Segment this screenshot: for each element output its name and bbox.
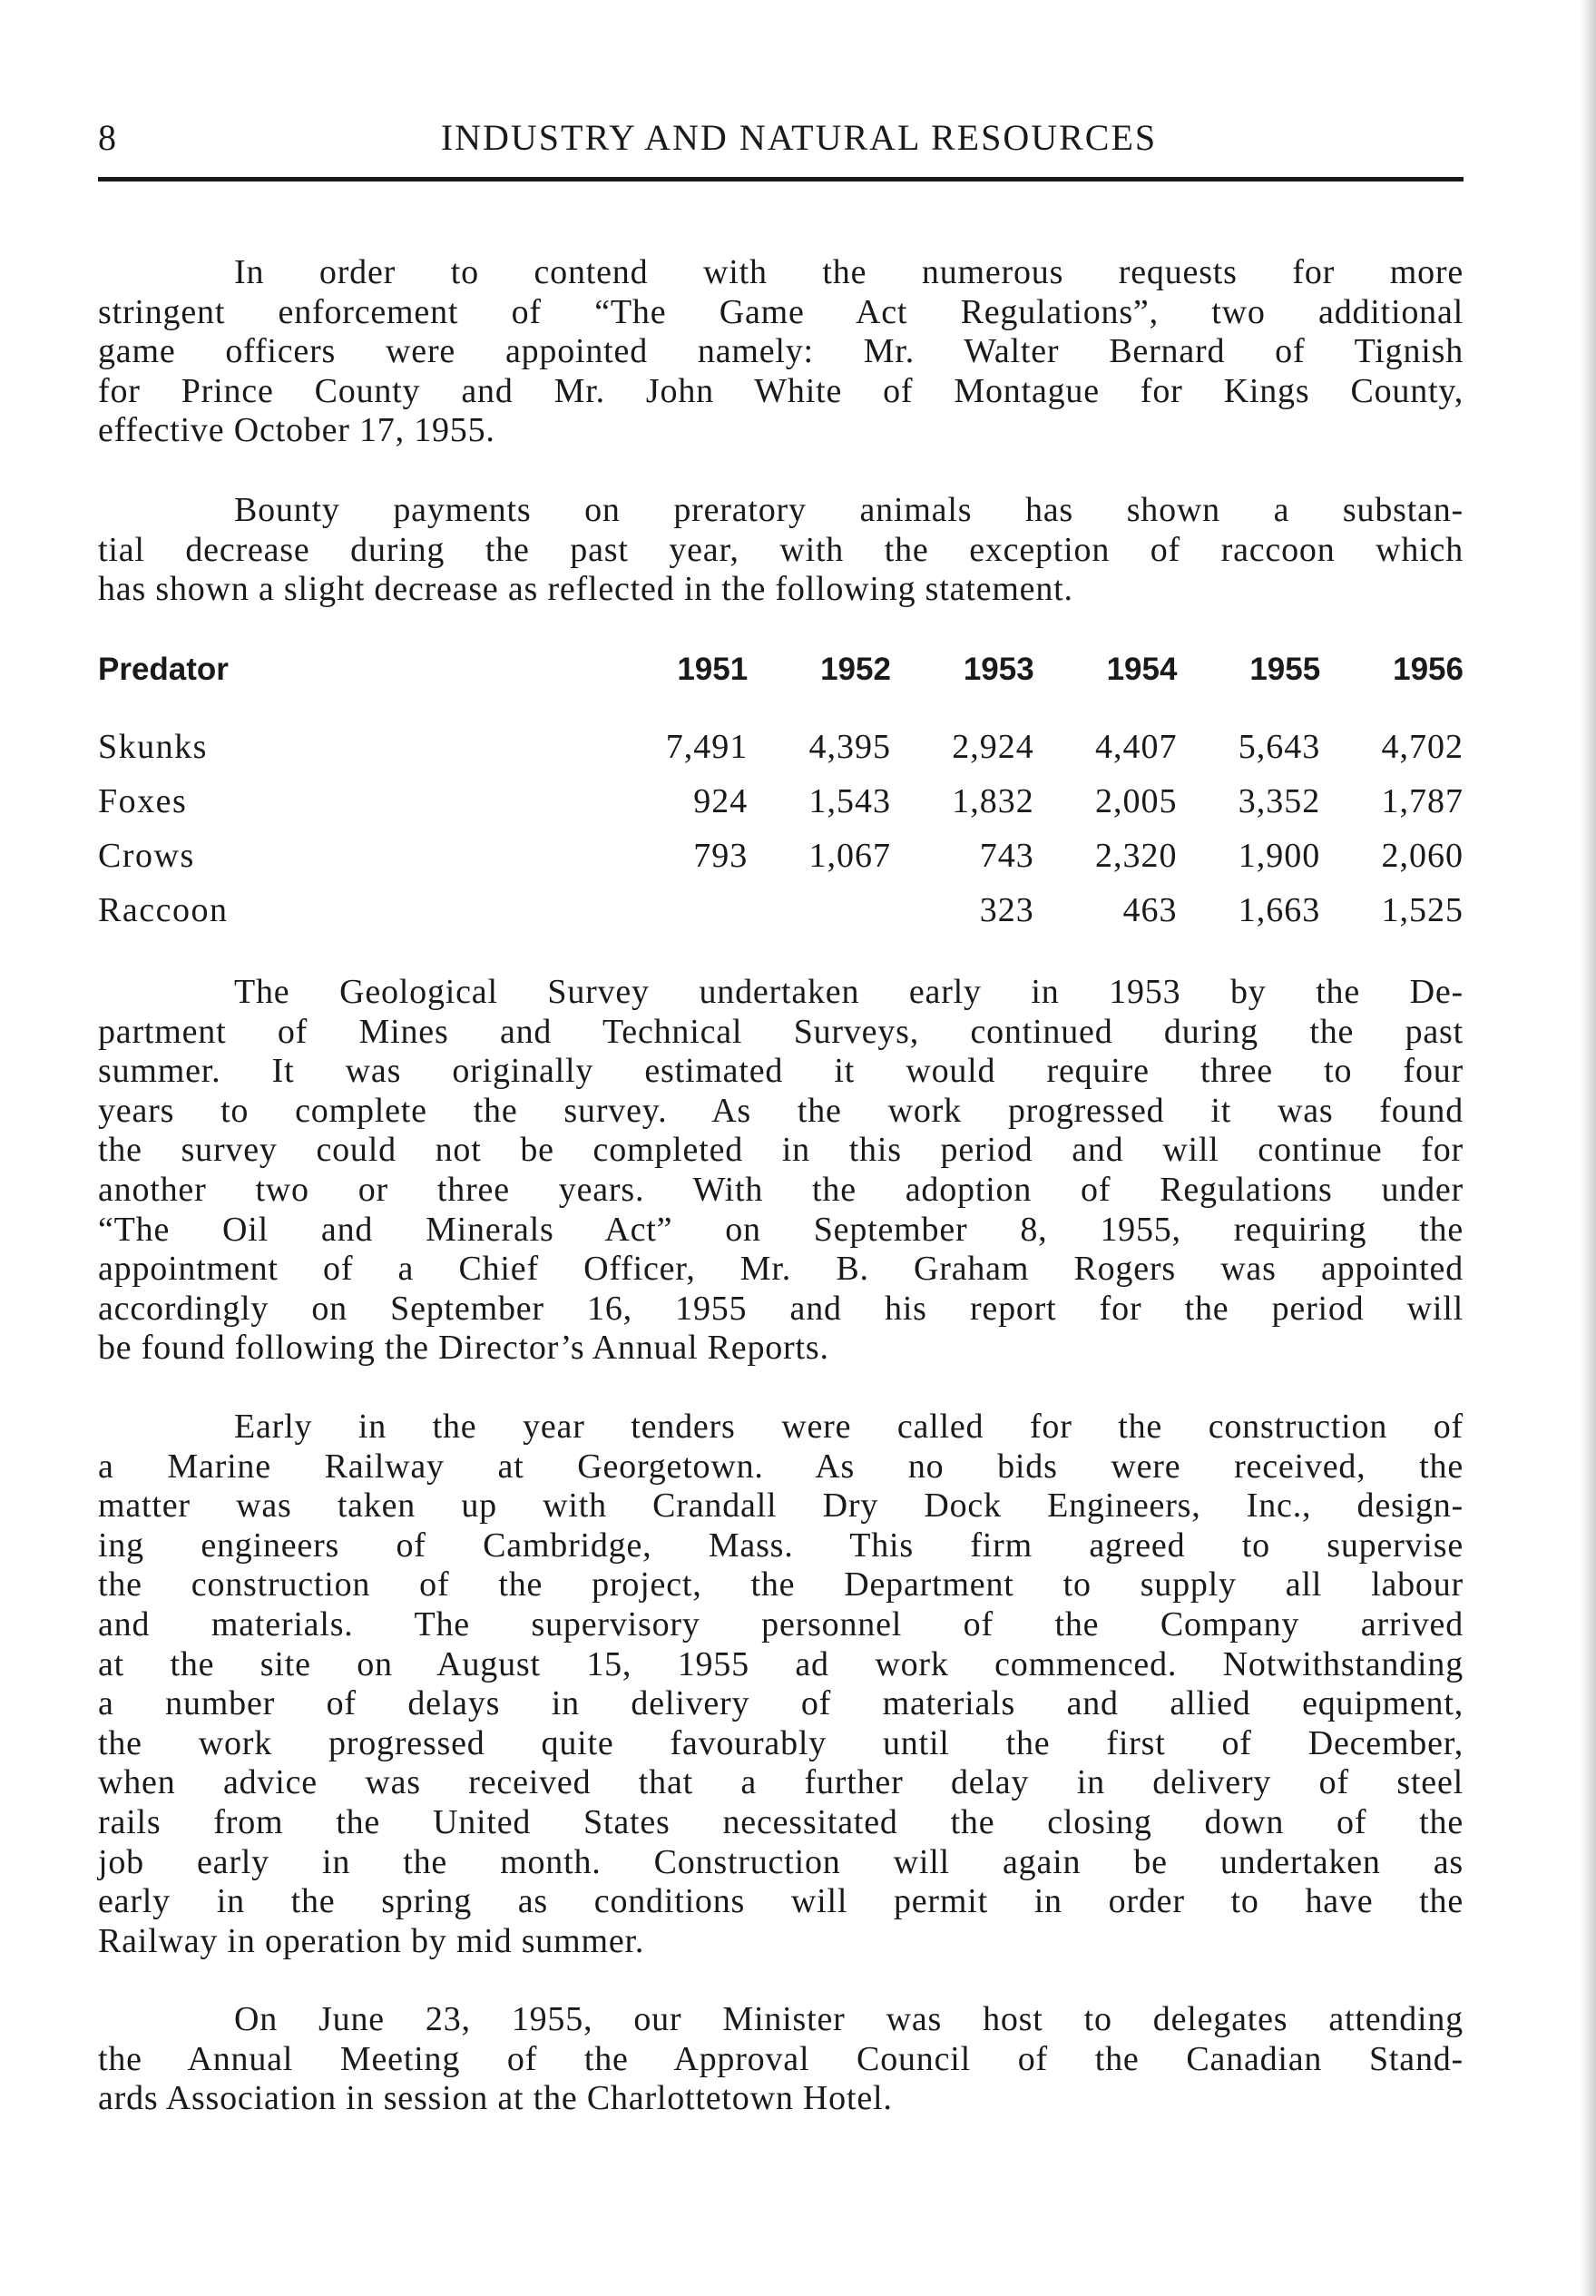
bounty-table xyxy=(98,640,1464,937)
text-line: Railway in operation by mid summer. xyxy=(98,1921,645,1960)
text-line: “The Oil and Minerals Act” on September 8, 1955, requiring the xyxy=(98,1210,1464,1249)
table-cell xyxy=(748,883,891,937)
text-line: The Geological Survey undertaken early in 1953 by the De- xyxy=(234,973,1464,1011)
text-line: years to complete the survey. As the work progressed it was found xyxy=(98,1091,1464,1130)
column-header-year: 1953 xyxy=(963,652,1034,687)
column-header-year: 1956 xyxy=(1393,652,1464,687)
table-cell: 5,643 xyxy=(1238,728,1321,766)
text-line: rails from the United States necessitated the closing down of the xyxy=(98,1802,1464,1841)
text-line: In order to contend with the numerous requests for more xyxy=(234,253,1464,291)
table-cell: 4,395 xyxy=(808,728,891,766)
text-line: Bounty payments on preratory animals has shown a substan- xyxy=(234,491,1464,529)
text-line: another two or three years. With the adoption of Regulations under xyxy=(98,1170,1464,1209)
table-cell: 1,525 xyxy=(1381,891,1464,929)
table-cell: 2,060 xyxy=(1381,837,1464,875)
table-cell: 924 xyxy=(693,782,749,820)
row-label: Raccoon xyxy=(98,891,229,929)
table-cell: 1,543 xyxy=(808,782,891,820)
table-row xyxy=(98,883,1464,937)
text-line: and materials. The supervisory personnel of the Company arrived xyxy=(98,1604,1464,1644)
table-cell: 463 xyxy=(1122,891,1178,929)
paragraph-geological-survey xyxy=(98,973,1464,1369)
table-cell: 2,924 xyxy=(952,728,1034,766)
table-cell: 4,702 xyxy=(1381,728,1464,766)
text-line: game officers were appointed namely: Mr. Walter Bernard of Tignish xyxy=(98,332,1464,371)
text-line: when advice was received that a further delay in delivery of steel xyxy=(98,1763,1464,1802)
running-title: INDUSTRY AND NATURAL RESOURCES xyxy=(440,117,1158,158)
page-header xyxy=(98,111,1464,165)
text-line: a number of delays in delivery of materials and allied equipment, xyxy=(98,1684,1464,1723)
text-line: stringent enforcement of “The Game Act Regulations”, two additional xyxy=(98,292,1464,331)
table-cell: 1,832 xyxy=(952,782,1034,820)
table-cell: 743 xyxy=(979,837,1034,875)
table-cell: 3,352 xyxy=(1238,782,1321,820)
header-rule xyxy=(98,177,1464,182)
text-line: summer. It was originally estimated it would require three to four xyxy=(98,1052,1464,1091)
table-cell: 1,663 xyxy=(1238,891,1321,929)
table-row xyxy=(98,829,1464,883)
text-line: appointment of a Chief Officer, Mr. B. Graham Rogers was appointed xyxy=(98,1250,1464,1289)
paragraph-marine-railway xyxy=(98,1408,1464,1961)
table-header-row xyxy=(98,640,1464,700)
table-cell: 1,067 xyxy=(808,837,891,875)
table-cell: 323 xyxy=(979,891,1034,929)
text-line: Early in the year tenders were called for the construction of xyxy=(234,1408,1464,1446)
table-cell: 1,787 xyxy=(1381,782,1464,820)
text-line: matter was taken up with Crandall Dry Dock Engineers, Inc., design- xyxy=(98,1487,1464,1526)
text-line: be found following the Director’s Annual Reports. xyxy=(98,1329,829,1368)
table-cell: 2,320 xyxy=(1094,837,1178,875)
text-line: at the site on August 15, 1955 ad work commenced. Notwithstanding xyxy=(98,1644,1464,1683)
text-line: ing engineers of Cambridge, Mass. This firm agreed to supervise xyxy=(98,1526,1464,1565)
row-label: Foxes xyxy=(98,782,188,820)
column-header-predator: Predator xyxy=(98,652,229,687)
table-spacer xyxy=(98,700,1464,720)
column-header-year: 1955 xyxy=(1249,652,1321,687)
page-edge-shadow xyxy=(1580,0,1596,2296)
column-header-year: 1954 xyxy=(1106,652,1178,687)
text-line: partment of Mines and Technical Surveys, continued during the past xyxy=(98,1012,1464,1051)
table-cell: 1,900 xyxy=(1238,837,1321,875)
text-line: a Marine Railway at Georgetown. As no bids were received, the xyxy=(98,1447,1464,1486)
text-line: has shown a slight decrease as reflected in the following statement. xyxy=(98,570,1073,609)
table-cell: 2,005 xyxy=(1094,782,1178,820)
text-line: the construction of the project, the Department to supply all labour xyxy=(98,1565,1464,1604)
column-header-year: 1952 xyxy=(820,652,891,687)
table-row xyxy=(98,774,1464,829)
text-line: job early in the month. Construction will again be undertaken as xyxy=(98,1842,1464,1881)
row-label: Crows xyxy=(98,837,195,875)
table-cell: 793 xyxy=(693,837,749,875)
table-cell xyxy=(604,883,748,937)
text-line: effective October 17, 1955. xyxy=(98,411,495,450)
paragraph-game-officers xyxy=(98,253,1464,451)
table-cell: 4,407 xyxy=(1094,728,1178,766)
table-cell: 7,491 xyxy=(665,728,749,766)
text-line: the survey could not be completed in this period and will continue for xyxy=(98,1131,1464,1170)
text-line: ards Association in session at the Charlottetown Hotel. xyxy=(98,2079,893,2118)
text-line: the Annual Meeting of the Approval Council of the Canadian Stand- xyxy=(98,2039,1464,2078)
text-line: accordingly on September 16, 1955 and his report for the period will xyxy=(98,1289,1464,1328)
document-page xyxy=(98,0,1464,2296)
text-line: early in the spring as conditions will permit in order to have the xyxy=(98,1882,1464,1921)
page-number: 8 xyxy=(98,117,116,158)
paragraph-csa-meeting xyxy=(98,2000,1464,2119)
table-row xyxy=(98,720,1464,774)
text-line: tial decrease during the past year, with the exception of raccoon which xyxy=(98,530,1464,569)
row-label: Skunks xyxy=(98,728,208,766)
text-line: for Prince County and Mr. John White of Montague for Kings County, xyxy=(98,371,1464,410)
paragraph-bounty xyxy=(98,491,1464,610)
text-line: the work progressed quite favourably until the first of December, xyxy=(98,1723,1464,1762)
column-header-year: 1951 xyxy=(677,652,749,687)
text-line: On June 23, 1955, our Minister was host to delegates attending xyxy=(234,2000,1464,2038)
